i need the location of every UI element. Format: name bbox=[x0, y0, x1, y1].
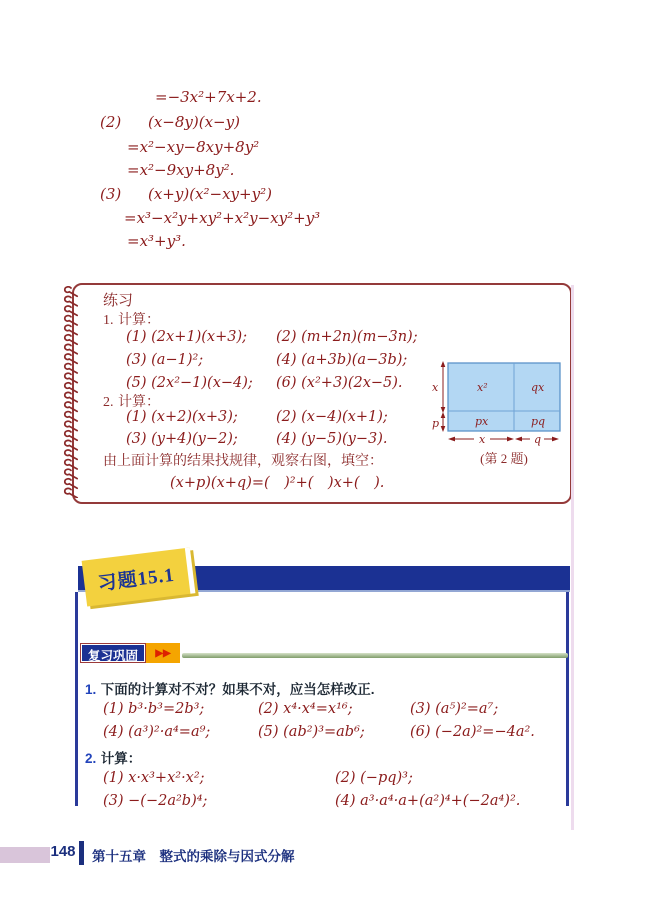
practice-q1-heading bbox=[103, 309, 160, 329]
exercise-item: (4) (a³)²·a⁴=a⁹; bbox=[103, 724, 211, 740]
area-model-diagram bbox=[430, 355, 570, 447]
exercise-item: (6) (−2a)²=−4a². bbox=[410, 724, 535, 740]
review-badge-label: 复习巩固 bbox=[80, 643, 146, 663]
exercise-q2-number: 2. bbox=[85, 751, 97, 766]
diagram-dim-p-left: p bbox=[432, 417, 440, 430]
solution-3-step1: =x³−x²y+xy²+x²y−xy²+y³ bbox=[124, 209, 321, 227]
dimension-arrow-left-x bbox=[441, 361, 446, 413]
solution-3-label: (3) bbox=[100, 185, 122, 203]
diagram-dim-x-bottom: x bbox=[479, 433, 486, 446]
exercise-item: (2) x⁴·x⁴=x¹⁶; bbox=[258, 701, 353, 717]
exercise-q1-text: 下面的计算对不对？如果不对，应当怎样改正. bbox=[100, 682, 375, 697]
practice-q2-number: 2. bbox=[103, 395, 114, 410]
practice-item: (6) (x²+3)(2x−5). bbox=[276, 375, 403, 391]
practice-formula: (x+p)(x+q)=( )²+( )x+( ). bbox=[170, 475, 385, 491]
diagram-cell-px: px bbox=[475, 415, 489, 428]
review-badge bbox=[80, 643, 180, 663]
dimension-arrow-left-p bbox=[441, 412, 446, 432]
section-title: 习题15.1 bbox=[96, 564, 176, 595]
practice-item: (5) (2x²−1)(x−4); bbox=[126, 375, 253, 391]
practice-q2-heading bbox=[103, 391, 160, 411]
exercise-q1-heading bbox=[85, 678, 374, 699]
practice-item: (1) (2x+1)(x+3); bbox=[126, 329, 247, 345]
diagram-cell-qx: qx bbox=[531, 381, 545, 394]
section-left-border bbox=[75, 592, 78, 806]
exercise-item: (4) a³·a⁴·a+(a²)⁴+(−2a⁴)². bbox=[335, 793, 521, 809]
solution-carry-line: =−3x²+7x+2. bbox=[155, 88, 262, 106]
practice-title: 练习 bbox=[103, 293, 134, 309]
practice-item: (4) (a+3b)(a−3b); bbox=[276, 352, 408, 368]
solution-2-step2: =x²−9xy+8y². bbox=[127, 161, 235, 179]
decorative-rule bbox=[182, 653, 568, 658]
section-title-note bbox=[82, 548, 196, 607]
practice-item: (1) (x+2)(x+3); bbox=[126, 409, 238, 425]
solution-2-label: (2) bbox=[100, 113, 122, 131]
practice-q1-label: 计算： bbox=[117, 313, 160, 328]
double-arrow-icon: ▶▶ bbox=[146, 643, 180, 663]
exercise-item: (2) (−pq)³; bbox=[335, 770, 413, 786]
spiral-binding-icon bbox=[56, 286, 90, 498]
practice-item: (4) (y−5)(y−3). bbox=[276, 431, 388, 447]
section-right-border bbox=[566, 592, 569, 806]
exercise-q2-text: 计算： bbox=[100, 751, 142, 766]
diagram-dim-q-bottom: q bbox=[534, 433, 542, 446]
footer-strip bbox=[0, 847, 50, 863]
solution-2-step1: =x²−xy−8xy+8y² bbox=[127, 138, 260, 156]
footer-divider-bar bbox=[79, 841, 84, 865]
practice-q2-label: 计算： bbox=[117, 395, 160, 410]
practice-note: 由上面计算的结果找规律，观察右图，填空： bbox=[103, 454, 383, 469]
exercise-item: (1) b³·b³=2b³; bbox=[103, 701, 205, 717]
page-edge-line bbox=[571, 285, 574, 830]
diagram-cell-x2: x² bbox=[477, 381, 488, 394]
exercise-item: (3) −(−2a²b)⁴; bbox=[103, 793, 208, 809]
diagram-caption: (第 2 题) bbox=[480, 451, 528, 466]
exercise-q1-number: 1. bbox=[85, 682, 97, 697]
solution-3-step2: =x³+y³. bbox=[127, 232, 186, 250]
exercise-item: (1) x·x³+x²·x²; bbox=[103, 770, 205, 786]
practice-item: (3) (y+4)(y−2); bbox=[126, 431, 238, 447]
practice-item: (2) (x−4)(x+1); bbox=[276, 409, 388, 425]
exercise-q2-heading bbox=[85, 747, 141, 768]
exercise-item: (5) (ab²)³=ab⁶; bbox=[258, 724, 365, 740]
practice-q1-number: 1. bbox=[103, 313, 114, 328]
diagram-dim-x-left: x bbox=[432, 381, 439, 394]
chapter-title: 第十五章 整式的乘除与因式分解 bbox=[92, 849, 295, 864]
solution-2-expr: (x−8y)(x−y) bbox=[148, 113, 240, 131]
diagram-cell-pq: pq bbox=[531, 415, 546, 428]
exercise-item: (3) (a⁵)²=a⁷; bbox=[410, 701, 499, 717]
practice-item: (3) (a−1)²; bbox=[126, 352, 204, 368]
solution-3-expr: (x+y)(x²−xy+y²) bbox=[148, 185, 272, 203]
practice-item: (2) (m+2n)(m−3n); bbox=[276, 329, 418, 345]
page-number: 148 bbox=[50, 843, 76, 860]
